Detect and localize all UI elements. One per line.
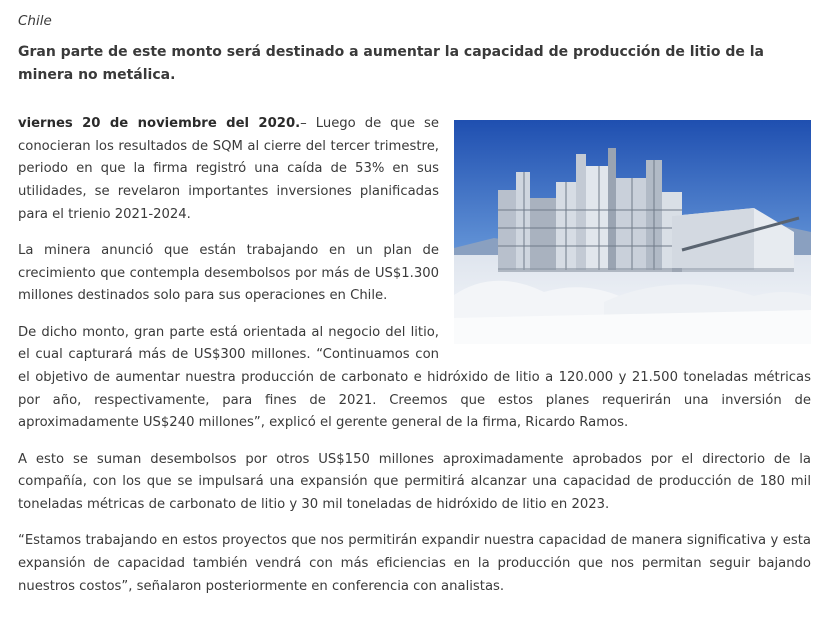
lithium-plant-photo	[454, 120, 811, 344]
paragraph-5: “Estamos trabajando en estos proyectos que nos permitirán expandir nuestra capacidad de manera significativa y esta expansión de capacidad también vendrá con más eficiencias en la producción que nos permitan seguir bajando nuestros costos”, señalaron posteriormente en conferencia con analistas.	[18, 533, 811, 594]
article-date: viernes 20 de noviembre del 2020.	[18, 116, 301, 131]
paragraph-3: De dicho monto, gran parte está orientada al negocio del litio, el cual capturará más de US$300 millones. “Continuamos con el objetivo de aumentar nuestra producción de carbonato e hidróxido de litio a 120.000 y 21.500 toneladas métricas por año, respectivamente, para fines de 2021. Creemos que estos planes requerirán una inversión de aproximadamente US$240 millones”, explicó el gerente general de la firma, Ricardo Ramos.	[18, 324, 811, 431]
article-lead: Gran parte de este monto será destinado a aumentar la capacidad de producción de litio de la minera no metálica.	[18, 44, 764, 83]
paragraph-1-text: – Luego de que se conocieran los resultados de SQM al cierre del tercer trimestre, periodo en que la firma registró una caída de 53% en sus utilidades, se revelaron importantes inversiones planificadas para el trienio 2021-2024.	[18, 116, 439, 222]
category-label: Chile	[18, 13, 52, 29]
article-body	[18, 113, 811, 612]
paragraph-2: La minera anunció que están trabajando en un plan de crecimiento que contempla desembolsos por más de US$1.300 millones destinados solo para sus operaciones en Chile.	[18, 243, 439, 304]
paragraph-4: A esto se suman desembolsos por otros US$150 millones aproximadamente aprobados por el directorio de la compañía, con los que se impulsará una expansión que permitirá alcanzar una capacidad de producción de 180 mil toneladas métricas de carbonato de litio y 30 mil toneladas de hidróxido de litio en 2023.	[18, 451, 811, 513]
